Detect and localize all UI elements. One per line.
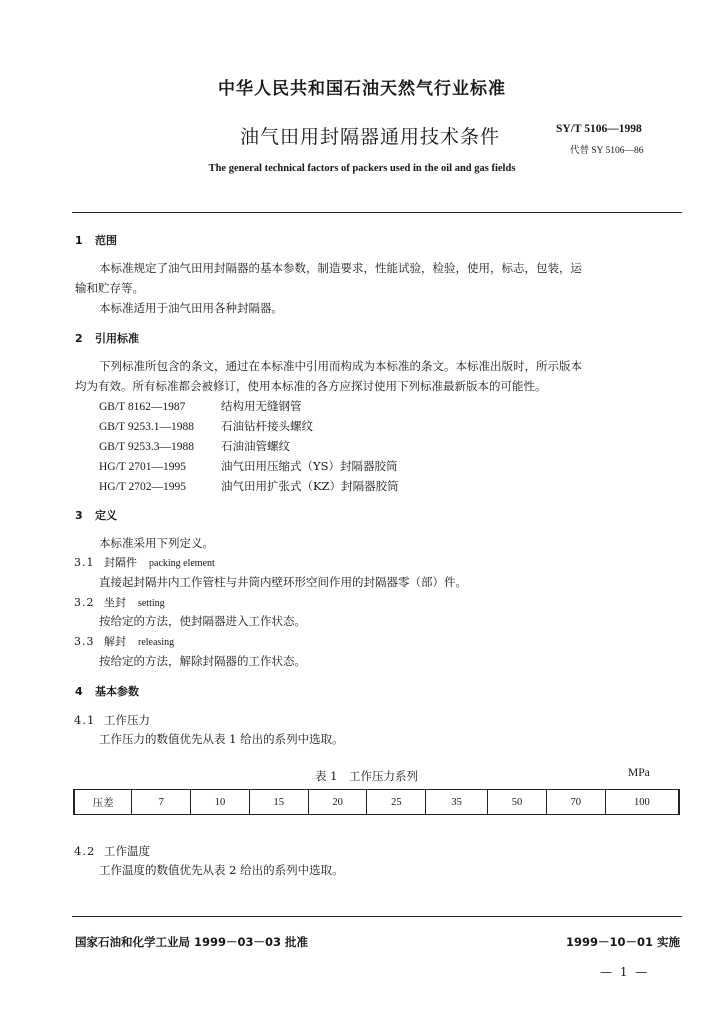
definition-heading [74, 594, 165, 610]
standard-code: SY/T 5106—1998 [556, 123, 642, 135]
implementation-date: 1999－10－01 实施 [566, 935, 681, 949]
subsection-title: 工作温度 [104, 844, 150, 858]
definition-english-term: setting [138, 598, 165, 609]
paragraph: 本标准适用于油气田用各种封隔器。 [99, 301, 283, 315]
definition-number: 3.1 [74, 556, 95, 569]
paragraph-line: 下列标准所包含的条文，通过在本标准中引用而构成为本标准的条文。本标准出版时，所示版本 [99, 359, 582, 373]
definition-english-term: packing element [149, 558, 215, 569]
reference-code: GB/T 8162—1987 [99, 401, 186, 413]
industry-standard-heading: 中华人民共和国石油天然气行业标准 [218, 79, 506, 99]
reference-name: 油气田用扩张式（KZ）封隔器胶筒 [221, 479, 399, 493]
subsection-4-2-heading [74, 843, 150, 859]
section-number: 3 [75, 509, 83, 522]
paragraph-line: 均为有效。所有标准都会被修订，使用本标准的各方应探讨使用下列标准最新版本的可能性。 [75, 379, 547, 393]
paragraph: 本标准采用下列定义。 [99, 536, 214, 550]
section-title: 范围 [95, 234, 117, 247]
subsection-number: 4.2 [74, 844, 96, 858]
section-title: 定义 [95, 509, 117, 522]
paragraph: 工作压力的数值优先从表 1 给出的系列中选取。 [99, 732, 344, 746]
section-4-heading [75, 683, 139, 699]
definition-text: 按给定的方法，解除封隔器的工作状态。 [99, 654, 306, 668]
definition-number: 3.3 [74, 635, 95, 648]
english-title: The general technical factors of packers used in the oil and gas fields [208, 163, 516, 174]
section-number: 4 [75, 685, 83, 698]
reference-code: HG/T 2702—1995 [99, 481, 186, 493]
replaces-standard: 代替 SY 5106—86 [570, 146, 644, 156]
reference-name: 石油钻杆接头螺纹 [221, 419, 313, 433]
section-number: 1 [75, 234, 83, 247]
section-title: 基本参数 [95, 685, 139, 698]
definition-term: 封隔件 [104, 556, 137, 569]
footer-divider [72, 916, 682, 917]
table-cell: 35 [426, 790, 488, 815]
reference-item [99, 398, 302, 414]
subsection-title: 工作压力 [104, 713, 150, 727]
paragraph-line: 本标准规定了油气田用封隔器的基本参数，制造要求，性能试验，检验，使用，标志，包装，运 [99, 261, 582, 275]
definition-term: 坐封 [104, 596, 126, 609]
reference-code: HG/T 2701—1995 [99, 461, 186, 473]
definition-english-term: releasing [138, 637, 175, 648]
section-1-heading [75, 232, 117, 248]
definition-number: 3.2 [74, 596, 95, 609]
header-divider [72, 212, 682, 213]
definition-text: 按给定的方法，使封隔器进入工作状态。 [99, 614, 306, 628]
table-cell: 15 [249, 790, 308, 815]
subsection-4-1-heading [74, 712, 150, 728]
table-cell: 70 [546, 790, 605, 815]
definition-text: 直接起封隔井内工作管柱与井筒内壁环形空间作用的封隔器零（部）件。 [99, 575, 467, 589]
reference-item [99, 478, 399, 494]
table-row [74, 790, 679, 815]
reference-item [99, 438, 290, 454]
definition-heading [74, 554, 215, 570]
reference-item [99, 418, 313, 434]
reference-item [99, 458, 397, 474]
paragraph: 工作温度的数值优先从表 2 给出的系列中选取。 [99, 863, 344, 877]
table-1-caption: 表 1 工作压力系列 [315, 769, 418, 783]
reference-name: 结构用无缝钢管 [221, 399, 302, 413]
definition-heading [74, 633, 174, 649]
table-cell: 50 [488, 790, 547, 815]
table-1 [73, 789, 680, 815]
table-1-unit: MPa [628, 767, 650, 779]
section-title: 引用标准 [95, 332, 139, 345]
page-number: — 1 — [600, 965, 650, 979]
paragraph-line: 输和贮存等。 [75, 281, 144, 295]
table-cell: 7 [132, 790, 191, 815]
table-cell: 25 [367, 790, 426, 815]
document-title: 油气田用封隔器通用技术条件 [240, 126, 501, 148]
reference-name: 石油油管螺纹 [221, 439, 290, 453]
reference-code: GB/T 9253.1—1988 [99, 421, 194, 433]
table-cell: 100 [605, 790, 679, 815]
section-3-heading [75, 507, 117, 523]
table-cell: 20 [308, 790, 367, 815]
approval-line: 国家石油和化学工业局 1999－03－03 批准 [75, 935, 309, 949]
definition-term: 解封 [104, 635, 126, 648]
subsection-number: 4.1 [74, 713, 96, 727]
section-2-heading [75, 330, 139, 346]
section-number: 2 [75, 332, 83, 345]
table-cell: 10 [191, 790, 250, 815]
table-row-label: 压差 [74, 790, 132, 815]
reference-name: 油气田用压缩式（YS）封隔器胶筒 [221, 459, 398, 473]
reference-code: GB/T 9253.3—1988 [99, 441, 194, 453]
